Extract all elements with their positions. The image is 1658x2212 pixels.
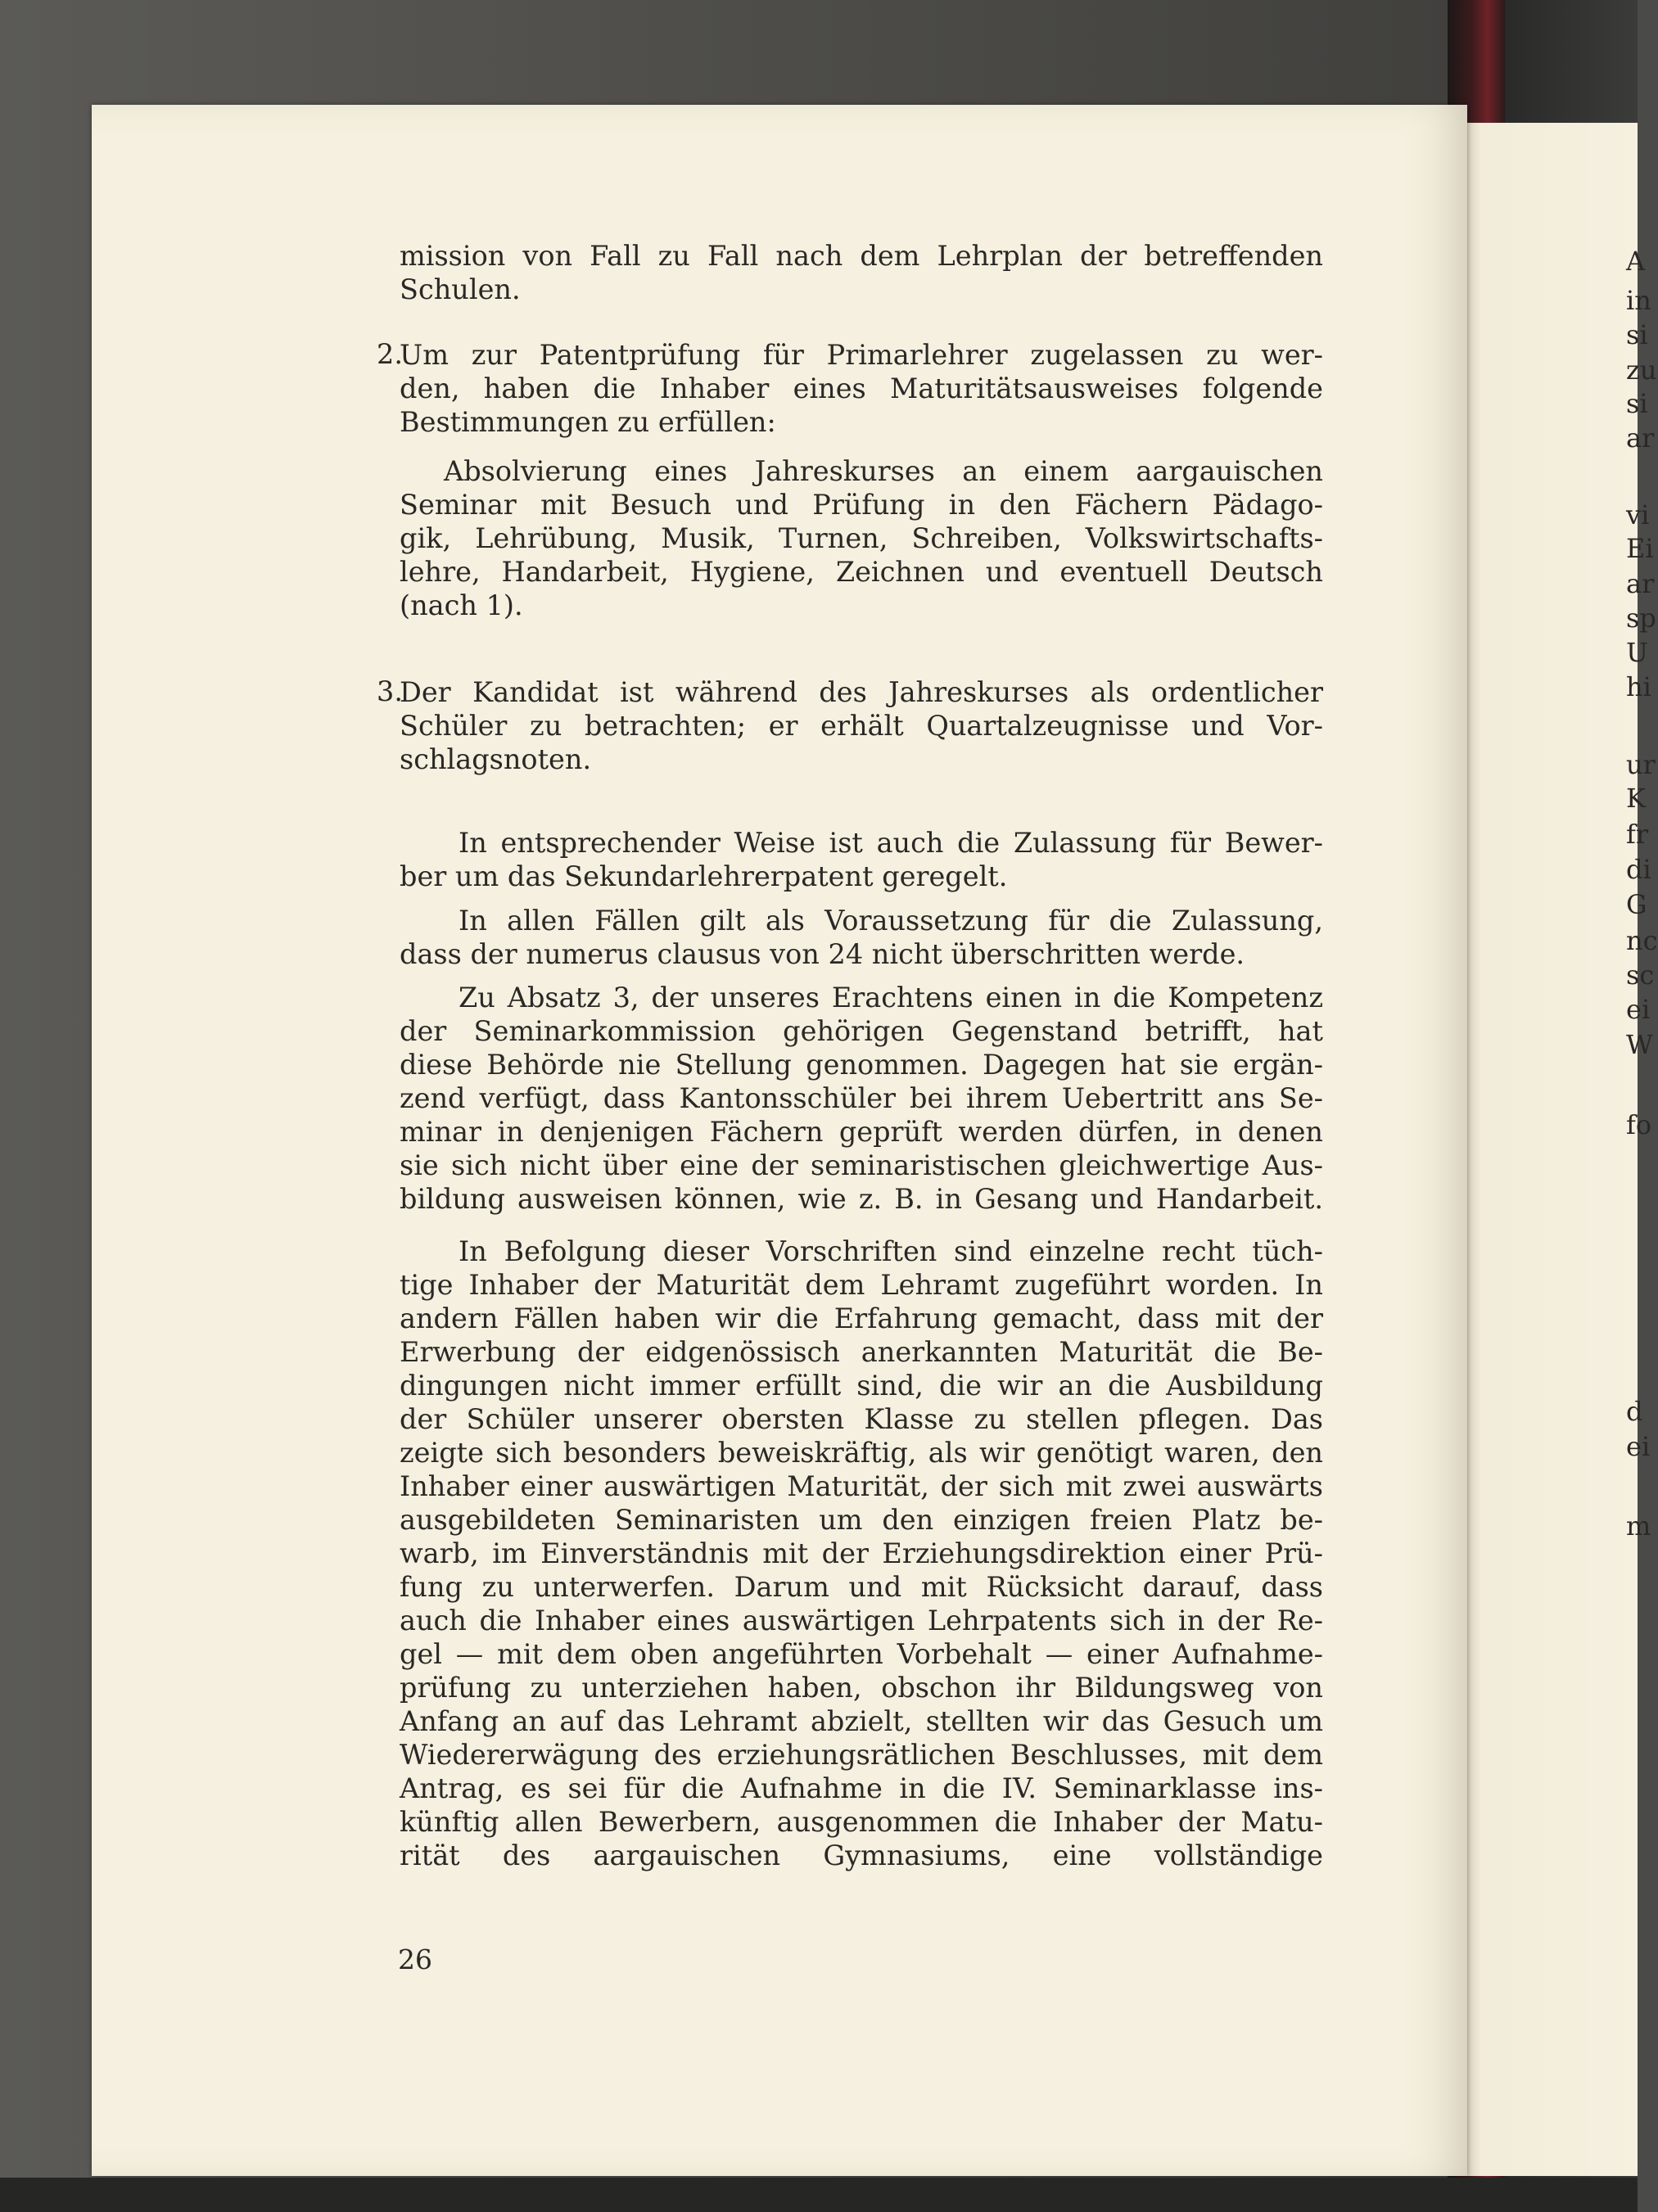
text-line: zeigte sich besonders beweiskräftig, als wir genötigt waren, den [400,1437,1323,1469]
text-line: Anfang an auf das Lehramt abzielt, stellten wir das Gesuch um [400,1705,1323,1737]
list-number: 3. [377,675,403,707]
list-item-2 [377,338,1323,439]
text-line: auch die Inhaber eines auswärtigen Lehrpatents sich in der Re- [400,1605,1323,1636]
margin-fragment: ur [1626,749,1656,780]
text-line: Um zur Patentprüfung für Primarlehrer zugelassen zu wer- [400,339,1323,371]
text-line: ausgebildeten Seminaristen um den einzigen freien Platz be- [400,1504,1323,1536]
text-line: der Seminarkommission gehörigen Gegenstand betrifft, hat [400,1015,1323,1047]
paragraph-1 [400,826,1323,893]
facing-page [1467,123,1638,2176]
margin-fragment: A [1626,246,1646,277]
margin-fragment: ei [1626,994,1651,1025]
margin-fragment: sc [1626,959,1655,991]
margin-fragment: vi [1626,499,1650,530]
text-line: In Befolgung dieser Vorschriften sind einzelne recht tüch- [459,1235,1323,1267]
text-line: der Schüler unserer obersten Klasse zu stellen pflegen. Das [400,1403,1323,1435]
margin-fragment: K [1626,783,1646,814]
margin-fragment: m [1626,1510,1651,1542]
list-number: 2. [377,338,403,370]
text-line: fung zu unterwerfen. Darum und mit Rücksicht darauf, dass [400,1571,1323,1603]
text-line: andern Fällen haben wir die Erfahrung gemacht, dass mit der [400,1302,1323,1334]
margin-fragment: hi [1626,671,1651,702]
margin-fragment: fr [1626,819,1649,850]
scan-bottom-band [0,2178,1638,2212]
text-line: Absolvierung eines Jahreskurses an einem aargauischen [444,455,1323,487]
text-line: Schulen. [400,273,521,305]
margin-fragment: nc [1626,925,1658,956]
margin-fragment: di [1626,854,1651,885]
margin-fragment: ar [1626,422,1655,454]
paragraph-4 [400,1235,1323,1872]
text-line: Seminar mit Besuch und Prüfung in den Fächern Pädago- [400,489,1323,521]
text-line: (nach 1). [400,589,523,621]
margin-fragment: si [1626,388,1648,419]
margin-fragment: U [1626,637,1648,668]
text-line: bildung ausweisen können, wie z. B. in Gesang und Handarbeit. [400,1183,1323,1215]
text-line: lehre, Handarbeit, Hygiene, Zeichnen und eventuell Deutsch [400,556,1323,588]
text-line: zend verfügt, dass Kantonsschüler bei ihrem Uebertritt ans Se- [400,1082,1323,1114]
text-line: schlagsnoten. [400,743,592,775]
margin-fragment: fo [1626,1109,1652,1140]
margin-fragment: G [1626,889,1647,920]
text-line: sie sich nicht über eine der seminaristischen gleichwertige Aus- [400,1149,1323,1181]
text-line: warb, im Einverständnis mit der Erziehungsdirektion einer Prü- [400,1537,1323,1569]
text-line: ber um das Sekundarlehrerpatent geregelt. [400,860,1008,892]
list-item-3 [377,675,1323,776]
margin-fragment: W [1626,1029,1653,1060]
text-line: Antrag, es sei für die Aufnahme in die IV. Seminarklasse ins- [400,1772,1323,1804]
margin-fragment: si [1626,319,1648,350]
text-line: dingungen nicht immer erfüllt sind, die wir an die Ausbildung [400,1370,1323,1402]
text-line: Wiedererwägung des erziehungsrätlichen Beschlusses, mit dem [400,1739,1323,1771]
text-line: minar in denjenigen Fächern geprüft werden dürfen, in denen [400,1116,1323,1148]
text-line: diese Behörde nie Stellung genommen. Dagegen hat sie ergän- [400,1049,1323,1081]
margin-fragment: ar [1626,568,1655,599]
text-line: mission von Fall zu Fall nach dem Lehrplan der betreffenden [400,240,1323,272]
text-line: In entsprechender Weise ist auch die Zulassung für Bewer- [459,827,1323,859]
text-line: Schüler zu betrachten; er erhält Quartalzeugnisse und Vor- [400,710,1323,742]
text-line: Zu Absatz 3, der unseres Erachtens einen in die Kompetenz [459,982,1323,1013]
margin-fragment: in [1626,285,1651,316]
text-line: dass der numerus clausus von 24 nicht überschritten werde. [400,938,1245,970]
text-line: Inhaber einer auswärtigen Maturität, der sich mit zwei auswärts [400,1470,1323,1502]
margin-fragment: sp [1626,603,1656,634]
text-line: künftig allen Bewerbern, ausgenommen die Inhaber der Matu- [400,1806,1323,1838]
margin-fragment: ei [1626,1431,1651,1462]
text-line: In allen Fällen gilt als Voraussetzung für die Zulassung, [459,905,1323,937]
text-line: gel — mit dem oben angeführten Vorbehalt — einer Aufnahme- [400,1638,1323,1670]
text-line: tige Inhaber der Maturität dem Lehramt zugeführt worden. In [400,1269,1323,1301]
paragraph-2 [400,904,1323,971]
text-line: Erwerbung der eidgenössisch anerkannten Maturität die Be- [400,1336,1323,1368]
text-line: gik, Lehrübung, Musik, Turnen, Schreiben, Volkswirtschafts- [400,522,1323,554]
text-line: rität des aargauischen Gymnasiums, eine vollständige [400,1840,1323,1871]
paragraph-3 [400,981,1323,1216]
text-line: Bestimmungen zu erfüllen: [400,406,776,438]
text-line: den, haben die Inhaber eines Maturitätsausweises folgende [400,372,1323,404]
list-item-2-detail [400,454,1323,622]
margin-fragment: zu [1626,354,1657,386]
margin-fragment: Ei [1626,533,1654,564]
page-number: 26 [398,1943,432,1975]
continuation-block [400,239,1323,306]
text-line: prüfung zu unterziehen haben, obschon ihr Bildungsweg von [400,1672,1323,1704]
text-line: Der Kandidat ist während des Jahreskurses als ordentlicher [400,676,1323,708]
margin-fragment: d [1626,1396,1643,1427]
